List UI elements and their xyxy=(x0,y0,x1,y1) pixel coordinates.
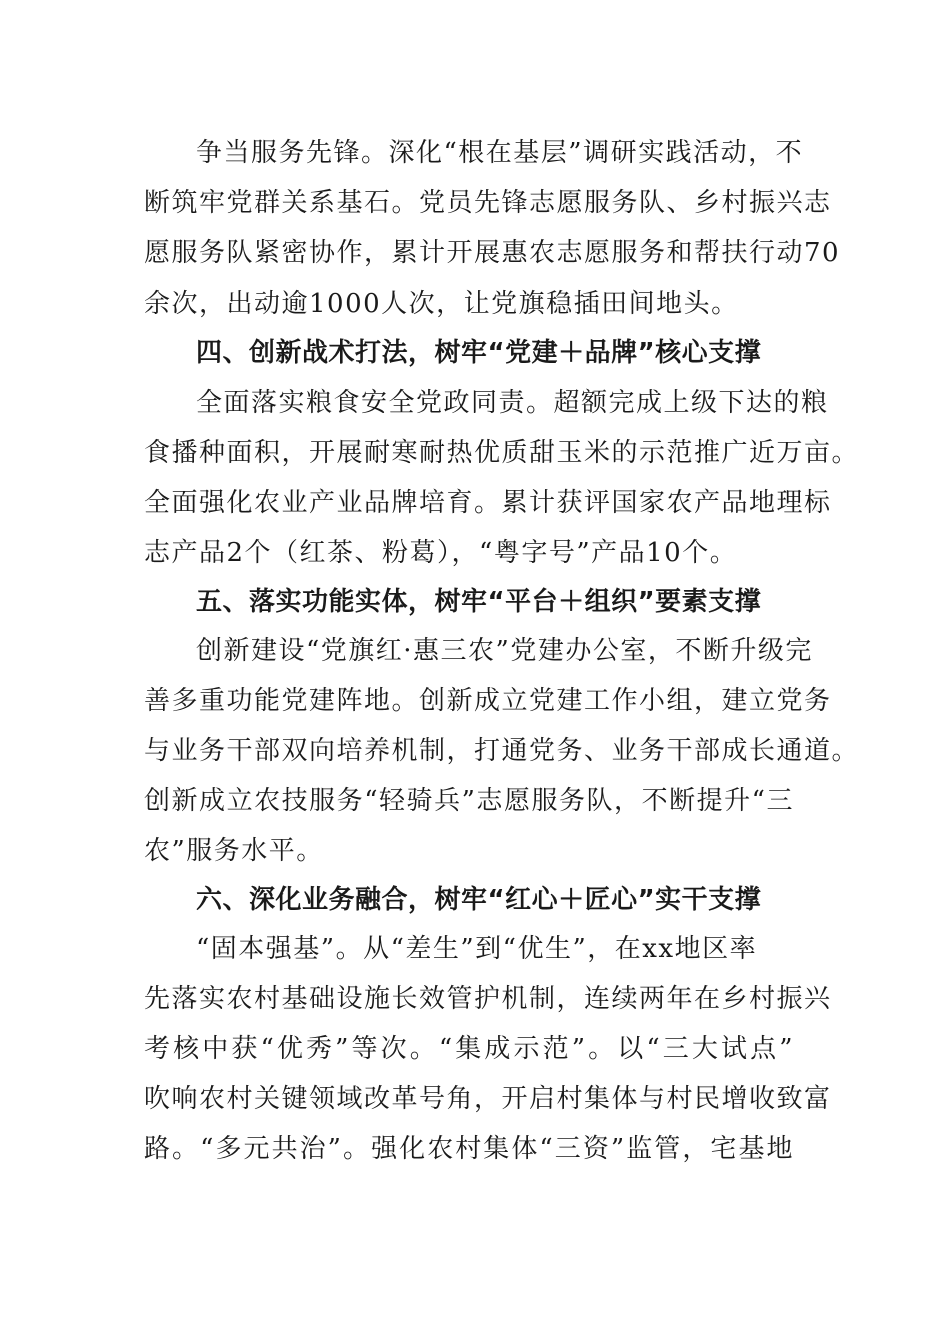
section-4-line-1: 全面落实粮食安全党政同责。超额完成上级下达的粮 xyxy=(196,388,829,418)
section-6-line-2: 先落实农村基础设施长效管护机制，连续两年在乡村振兴 xyxy=(144,984,832,1014)
section-5-line-2: 善多重功能党建阵地。创新成立党建工作小组，建立党务 xyxy=(144,686,832,716)
section-4-line-2: 食播种面积，开展耐寒耐热优质甜玉米的示范推广近万亩。 xyxy=(144,438,860,468)
section-6-heading: 六、深化业务融合，树牢“红心＋匠心”实干支撑 xyxy=(196,885,762,915)
section-5-line-4: 创新成立农技服务“轻骑兵”志愿服务队，不断提升“三 xyxy=(144,786,794,816)
section-4-line-3: 全面强化农业产业品牌培育。累计获评国家农产品地理标 xyxy=(144,488,832,518)
section-5-line-1: 创新建设“党旗红·惠三农”党建办公室，不断升级完 xyxy=(196,636,813,666)
section-6-line-4: 吹响农村关键领域改革号角，开启村集体与村民增收致富 xyxy=(144,1084,832,1114)
section-6-line-3: 考核中获“优秀”等次。“集成示范”。以“三大试点” xyxy=(144,1034,794,1064)
section-6-line-1: “固本强基”。从“差生”到“优生”，在xx地区率 xyxy=(196,934,758,964)
section-5-line-5: 农”服务水平。 xyxy=(144,836,324,866)
paragraph-1-line-3: 愿服务队紧密协作，累计开展惠农志愿服务和帮扶行动70 xyxy=(144,238,841,268)
section-4-line-4: 志产品2个（红茶、粉葛），“粤字号”产品10个。 xyxy=(144,538,738,568)
section-5-heading: 五、落实功能实体，树牢“平台＋组织”要素支撑 xyxy=(196,587,762,617)
section-4-heading: 四、创新战术打法，树牢“党建＋品牌”核心支撑 xyxy=(196,338,762,368)
section-5-line-3: 与业务干部双向培养机制，打通党务、业务干部成长通道。 xyxy=(144,736,860,766)
paragraph-1-line-4: 余次，出动逾1000人次，让党旗稳插田间地头。 xyxy=(144,289,739,319)
paragraph-1-line-2: 断筑牢党群关系基石。党员先锋志愿服务队、乡村振兴志 xyxy=(144,188,832,218)
paragraph-1-line-1: 争当服务先锋。深化“根在基层”调研实践活动，不 xyxy=(196,138,804,168)
section-6-line-5: 路。“多元共治”。强化农村集体“三资”监管，宅基地 xyxy=(144,1134,794,1164)
